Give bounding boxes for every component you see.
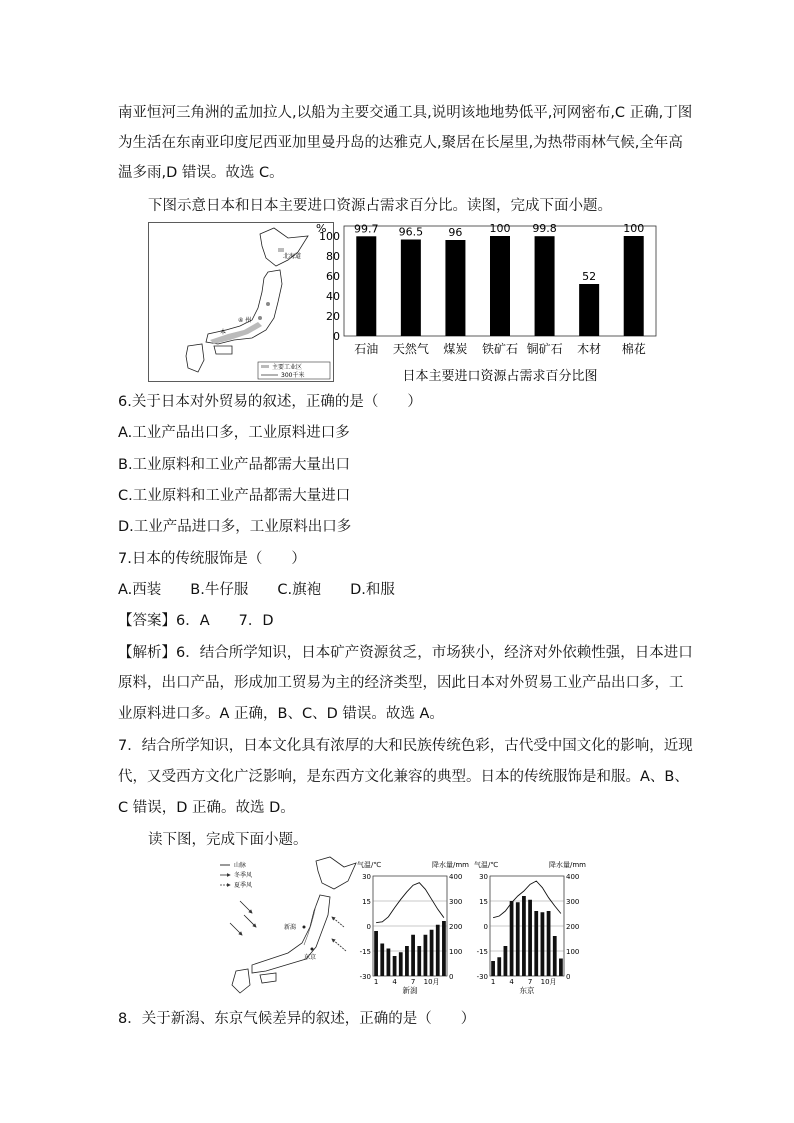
temp-tick: -30 <box>476 973 488 981</box>
temperature-curve <box>493 881 561 918</box>
temp-tick: -30 <box>359 973 371 981</box>
bar-6 <box>624 236 644 336</box>
label-niigata: 新潟 <box>284 924 297 931</box>
temp-tick: 0 <box>483 923 488 931</box>
precip-bar-3 <box>504 946 508 976</box>
question-6-option-c: C.工业原料和工业产品都需大量进口 <box>118 488 351 504</box>
label-honshu: 本 <box>220 329 227 336</box>
y-tick-label: 80 <box>326 250 340 263</box>
category-label: 棉花 <box>621 342 646 356</box>
month-tick: 7 <box>410 978 416 986</box>
bar-2 <box>445 240 465 336</box>
month-tick: 1 <box>373 978 379 986</box>
text-line: 南亚恒河三角洲的孟加拉人,以船为主要交通工具,说明该地地势低平,河网密布,C 正确,丁图 <box>118 105 693 121</box>
legend-industrial: 主要工业区 <box>272 364 303 371</box>
legend-winter-monsoon: 冬季风 <box>234 872 253 879</box>
precip-bar-11 <box>553 936 557 976</box>
precip-bar-5 <box>516 902 520 976</box>
month-tick: 7 <box>527 978 533 986</box>
answer-line: 【答案】6．A 7．D <box>118 613 274 629</box>
precip-tick: 0 <box>449 973 454 981</box>
precip-bar-7 <box>411 935 415 976</box>
japan-monsoon-map <box>216 855 362 1000</box>
precip-axis-label: 降水量/mm <box>432 861 469 869</box>
precip-bar-12 <box>559 959 563 977</box>
category-label: 铜矿石 <box>526 342 563 356</box>
question-6-option-d: D.工业产品进口多，工业原料出口多 <box>118 519 352 535</box>
temp-tick: 30 <box>479 873 488 881</box>
climate-chart-niigata <box>355 858 471 998</box>
category-label: 石油 <box>354 342 379 356</box>
month-tick: 1 <box>490 978 496 986</box>
bar-1 <box>401 240 421 337</box>
y-tick-label: 60 <box>326 270 340 283</box>
bar-value-label: 96 <box>448 226 463 239</box>
category-label: 木材 <box>577 342 602 356</box>
analysis-line: 业原料进口多。A 正确，B、C、D 错误。故选 A。 <box>118 706 444 722</box>
precip-bar-9 <box>424 935 428 976</box>
precip-tick: 100 <box>566 948 580 956</box>
precip-bar-11 <box>436 925 440 976</box>
precip-bar-2 <box>380 944 384 977</box>
bar-4 <box>535 236 555 336</box>
analysis-line: 代，又受西方文化广泛影响，是东西方文化兼容的典型。日本的传统服饰是和服。A、B、 <box>118 769 689 785</box>
y-tick-label: 100 <box>319 230 340 243</box>
analysis-line: C 错误，D 正确。故选 D。 <box>118 800 295 816</box>
y-tick-label: 0 <box>333 330 340 343</box>
bar-3 <box>490 236 510 336</box>
precip-bar-6 <box>405 946 409 976</box>
y-tick-label: 40 <box>326 290 340 303</box>
category-label: 天然气 <box>392 342 429 356</box>
precip-tick: 0 <box>566 973 571 981</box>
question-6-option-b: B.工业原料和工业产品都需大量出口 <box>118 457 351 473</box>
station-name: 东京 <box>519 986 535 995</box>
precip-bar-1 <box>491 961 495 976</box>
temp-axis-label: 气温/℃ <box>474 861 499 869</box>
bar-5 <box>579 284 599 336</box>
temp-tick: 30 <box>362 873 371 881</box>
bar-0 <box>356 236 376 336</box>
y-axis-unit: % <box>316 222 327 235</box>
temp-tick: 15 <box>479 898 488 906</box>
precip-bar-10 <box>547 911 551 976</box>
temperature-curve <box>376 883 444 923</box>
temp-tick: -15 <box>476 948 488 956</box>
temp-tick: -15 <box>359 948 371 956</box>
import-bar-chart <box>312 220 664 388</box>
temp-axis-label: 气温/℃ <box>357 861 382 869</box>
legend-summer-monsoon: 夏季风 <box>234 882 253 889</box>
month-tick: 10月 <box>540 978 557 986</box>
text-line: 温多雨,D 错误。故选 C。 <box>118 165 284 181</box>
y-tick-label: 20 <box>326 310 340 323</box>
month-tick: 4 <box>509 978 514 986</box>
precip-tick: 200 <box>449 923 463 931</box>
analysis-line: 【解析】6．结合所学知识，日本矿产资源贫乏，市场狭小，经济对外依赖性强，日本进口 <box>118 645 693 661</box>
precip-bar-1 <box>374 931 378 976</box>
question-6-option-a: A.工业产品出口多，工业原料进口多 <box>118 425 350 441</box>
precip-bar-6 <box>522 896 526 976</box>
temp-tick: 15 <box>362 898 371 906</box>
precip-tick: 100 <box>449 948 463 956</box>
precip-axis-label: 降水量/mm <box>549 861 586 869</box>
precip-bar-7 <box>528 900 532 976</box>
label-tokyo: 东京 <box>304 954 317 961</box>
precip-tick: 400 <box>449 873 463 881</box>
question-7-stem: 7.日本的传统服饰是（ ） <box>118 551 306 567</box>
question-8-stem: 8．关于新潟、东京气候差异的叙述，正确的是（ ） <box>118 1011 476 1027</box>
precip-tick: 200 <box>566 923 580 931</box>
label-hokkaido: 北海道 <box>283 253 302 260</box>
precip-bar-4 <box>510 901 514 976</box>
label-island: ④ 州 <box>238 317 252 324</box>
precip-bar-5 <box>399 952 403 976</box>
precip-bar-8 <box>417 946 421 976</box>
temp-tick: 0 <box>366 923 371 931</box>
bar-value-label: 100 <box>489 222 511 235</box>
analysis-line: 原料，出口产品，形成加工贸易为主的经济类型，因此日本对外贸易工业产品出口多，工 <box>118 675 684 691</box>
category-label: 煤炭 <box>443 342 468 356</box>
precip-bar-2 <box>497 957 501 976</box>
legend-mountain: 山脉 <box>234 862 247 869</box>
chart-title: 日本主要进口资源占需求百分比图 <box>402 369 598 384</box>
bar-value-label: 100 <box>623 222 645 235</box>
precip-tick: 400 <box>566 873 580 881</box>
precip-bar-12 <box>442 921 446 976</box>
precip-bar-4 <box>393 956 397 976</box>
figure-intro: 下图示意日本和日本主要进口资源占需求百分比。读图，完成下面小题。 <box>148 198 612 214</box>
bar-value-label: 96.5 <box>398 225 424 239</box>
bar-value-label: 52 <box>582 270 597 283</box>
station-name: 新潟 <box>402 986 418 995</box>
precip-bar-8 <box>534 911 538 976</box>
figure-intro: 读下图，完成下面小题。 <box>148 832 308 848</box>
category-label: 铁矿石 <box>481 342 519 356</box>
precip-bar-10 <box>430 930 434 976</box>
japan-map <box>148 222 334 382</box>
precip-bar-3 <box>387 949 391 977</box>
question-6-stem: 6.关于日本对外贸易的叙述，正确的是（ ） <box>118 394 422 410</box>
precip-bar-9 <box>541 912 545 976</box>
precip-tick: 300 <box>566 898 580 906</box>
climate-chart-tokyo <box>472 858 588 998</box>
month-tick: 4 <box>392 978 397 986</box>
legend-scale: 300千米 <box>281 372 305 379</box>
month-tick: 10月 <box>423 978 440 986</box>
text-line: 为生活在东南亚印度尼西亚加里曼丹岛的达雅克人,聚居在长屋里,为热带雨林气候,全年高 <box>118 135 683 151</box>
precip-tick: 300 <box>449 898 463 906</box>
bar-value-label: 99.7 <box>354 222 379 236</box>
bar-value-label: 99.8 <box>532 222 557 236</box>
question-7-options: A.西装 B.牛仔服 C.旗袍 D.和服 <box>118 582 395 598</box>
analysis-line: 7．结合所学知识，日本文化具有浓厚的大和民族传统色彩，古代受中国文化的影响，近现 <box>118 738 693 754</box>
